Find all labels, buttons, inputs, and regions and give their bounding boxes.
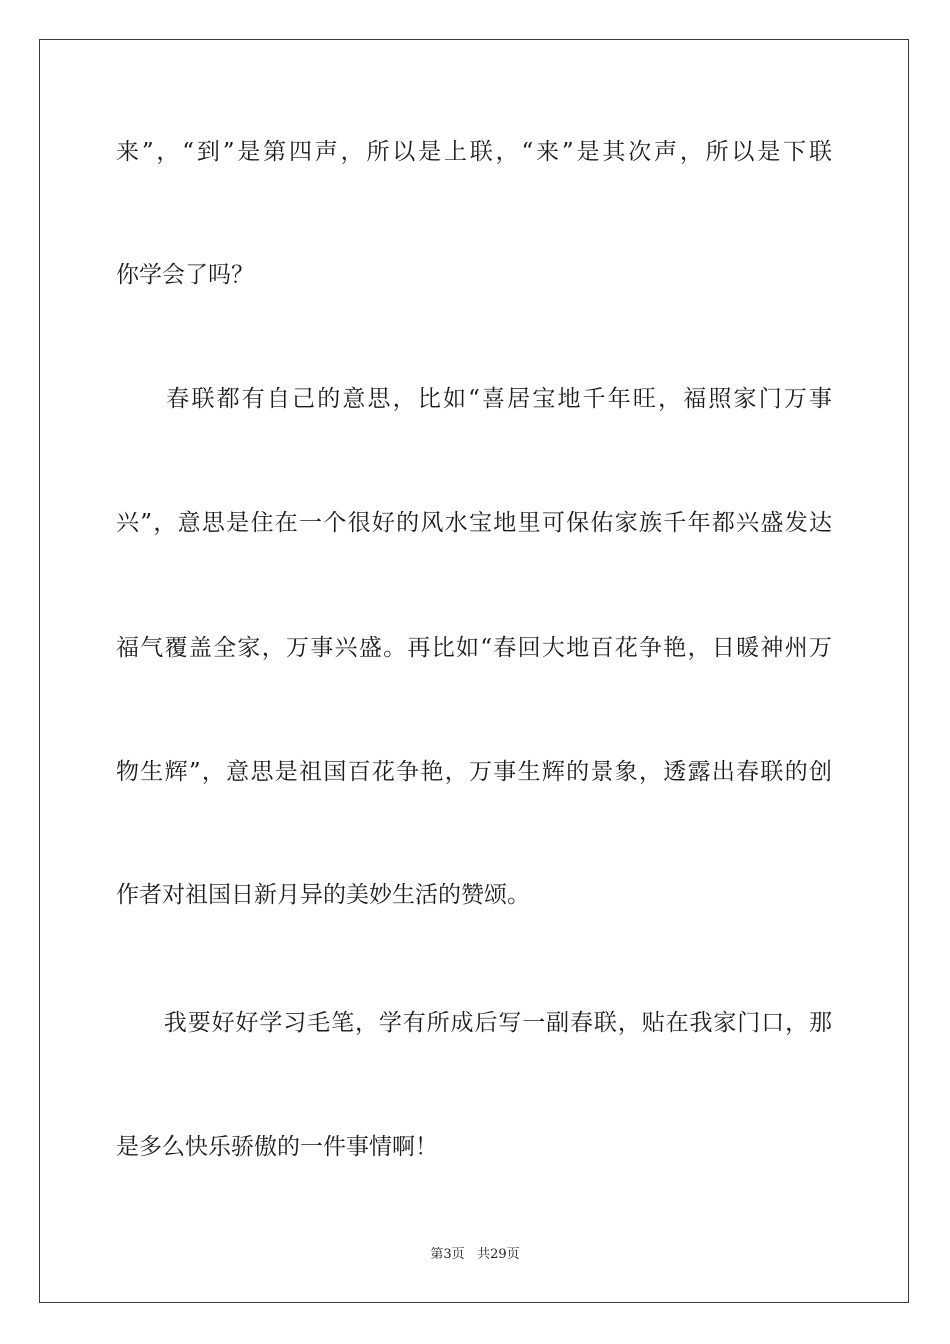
body-line-4: 兴”，意思是住在一个很好的风水宝地里可保佑家族千年都兴盛发达 xyxy=(116,510,832,536)
body-line-2: 你学会了吗？ xyxy=(116,262,254,288)
body-line-9: 是多么快乐骄傲的一件事情啊！ xyxy=(116,1134,438,1160)
page-frame xyxy=(39,39,909,1303)
body-line-8: 我要好好学习毛笔，学有所成后写一副春联，贴在我家门口，那 xyxy=(116,1010,832,1036)
body-line-7: 作者对祖国日新月异的美妙生活的赞颂。 xyxy=(116,882,530,908)
body-line-5: 福气覆盖全家，万事兴盛。再比如“春回大地百花争艳，日暖神州万 xyxy=(116,635,832,661)
page-total: 共29页 xyxy=(477,1247,520,1262)
page-number: 第3页 xyxy=(430,1247,465,1262)
page-footer xyxy=(0,1246,950,1264)
body-line-6: 物生辉”，意思是祖国百花争艳，万事生辉的景象，透露出春联的创 xyxy=(116,759,832,785)
body-line-3: 春联都有自己的意思，比如“喜居宝地千年旺，福照家门万事 xyxy=(116,386,832,412)
body-line-1: 来”，“到”是第四声，所以是上联，“来”是其次声，所以是下联 xyxy=(116,139,832,165)
